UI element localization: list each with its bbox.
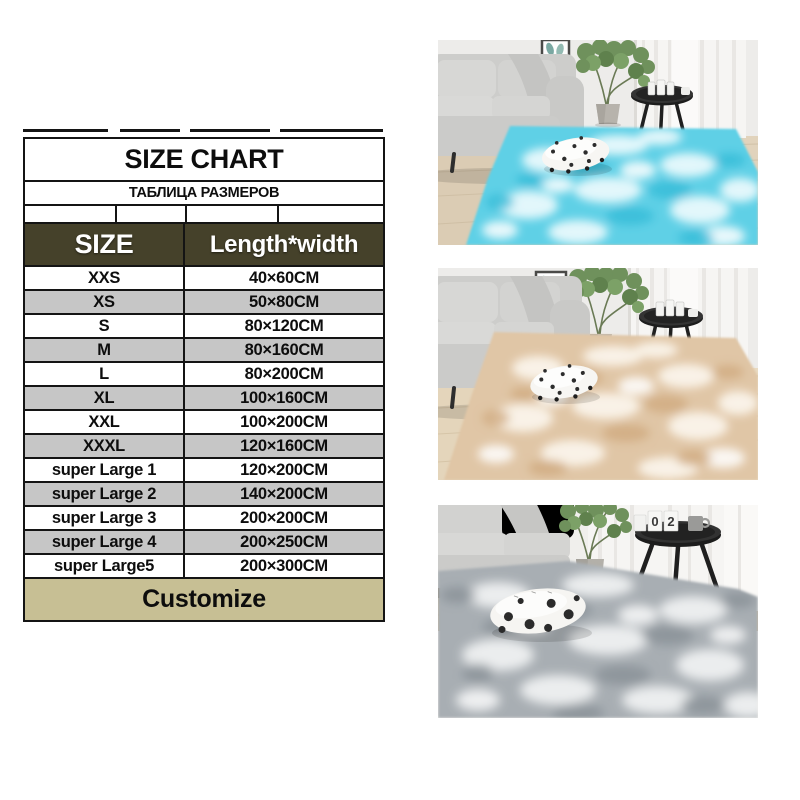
size-label: XXXL xyxy=(24,434,184,458)
size-label: XS xyxy=(24,290,184,314)
size-row-xs xyxy=(24,290,384,314)
size-dim: 200×250CM xyxy=(184,530,384,554)
size-dim: 100×200CM xyxy=(184,410,384,434)
size-label: XL xyxy=(24,386,184,410)
calendar-digit-2: 2 xyxy=(667,514,675,529)
size-chart-table xyxy=(23,137,385,622)
size-dim: 140×200CM xyxy=(184,482,384,506)
size-row-m xyxy=(24,338,384,362)
size-label: super Large5 xyxy=(24,554,184,578)
rug-photo-gray xyxy=(438,505,758,718)
size-dim: 120×160CM xyxy=(184,434,384,458)
size-row-super-large-3 xyxy=(24,506,384,530)
size-row-super-large-1 xyxy=(24,458,384,482)
size-dim: 200×300CM xyxy=(184,554,384,578)
size-label: super Large 1 xyxy=(24,458,184,482)
shaggy-rug xyxy=(438,561,758,718)
size-chart-title-row xyxy=(24,138,384,181)
size-label: S xyxy=(24,314,184,338)
size-label: L xyxy=(24,362,184,386)
size-label: super Large 4 xyxy=(24,530,184,554)
size-dim: 40×60CM xyxy=(184,266,384,290)
size-label: XXL xyxy=(24,410,184,434)
size-row-xxl xyxy=(24,410,384,434)
table-top-border-line xyxy=(23,129,383,132)
size-row-s xyxy=(24,314,384,338)
size-row-super-large-4 xyxy=(24,530,384,554)
customize-label: Customize xyxy=(24,578,384,621)
size-dim: 80×200CM xyxy=(184,362,384,386)
column-header-row xyxy=(24,223,384,266)
size-label: XXS xyxy=(24,266,184,290)
size-label: super Large 2 xyxy=(24,482,184,506)
spacer-row xyxy=(24,205,384,223)
size-row-l xyxy=(24,362,384,386)
size-row-xl xyxy=(24,386,384,410)
customize-row xyxy=(24,578,384,621)
size-chart-title: SIZE CHART xyxy=(24,138,384,181)
size-row-super-large-2 xyxy=(24,482,384,506)
size-dim: 50×80CM xyxy=(184,290,384,314)
size-dim: 80×120CM xyxy=(184,314,384,338)
rug-photo-blue xyxy=(438,40,758,245)
shaggy-rug xyxy=(444,332,758,480)
calendar-digit-0: 0 xyxy=(651,514,659,529)
size-chart-subtitle: ТАБЛИЦА РАЗМЕРОВ xyxy=(24,181,384,205)
size-row-super-large-5 xyxy=(24,554,384,578)
size-dim: 100×160CM xyxy=(184,386,384,410)
size-row-xxxl xyxy=(24,434,384,458)
column-header-dimensions: Length*width xyxy=(184,223,384,266)
size-label: super Large 3 xyxy=(24,506,184,530)
size-dim: 80×160CM xyxy=(184,338,384,362)
rug-photo-beige xyxy=(438,268,758,480)
shaggy-rug xyxy=(466,126,758,245)
size-chart-subtitle-row xyxy=(24,181,384,205)
size-label: M xyxy=(24,338,184,362)
size-dim: 120×200CM xyxy=(184,458,384,482)
size-dim: 200×200CM xyxy=(184,506,384,530)
column-header-size: SIZE xyxy=(24,223,184,266)
size-row-xxs xyxy=(24,266,384,290)
